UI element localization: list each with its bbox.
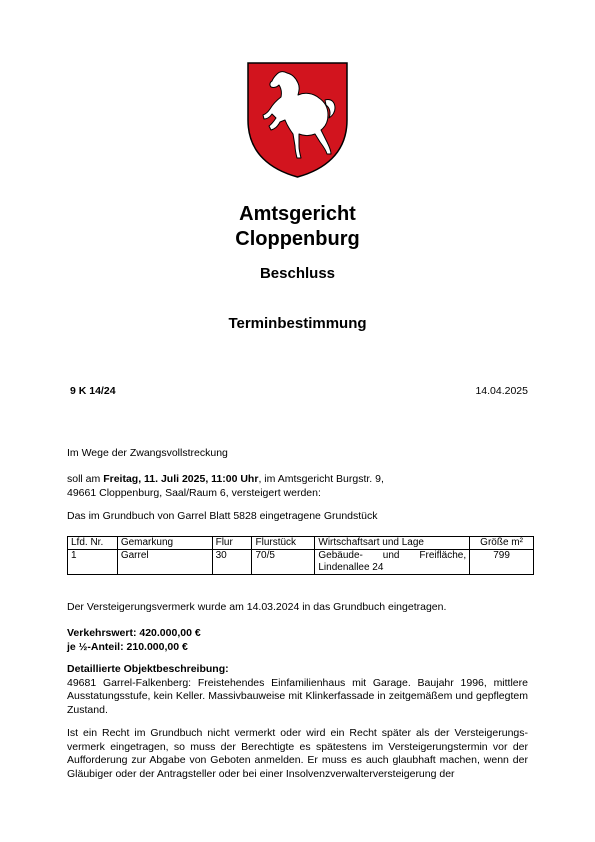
court-name-line2: Cloppenburg [235,228,360,250]
col-header-flurstueck: Flurstück [252,537,315,550]
cell-groesse: 799 [470,550,534,575]
col-header-flur: Flur [212,537,252,550]
auction-paragraph [67,473,528,500]
cell-lfd-nr: 1 [68,550,118,575]
col-header-wirtschaftsart: Wirtschaftsart und Lage [315,537,470,550]
auction-date-time: Freitag, 11. Juli 2025, 11:00 Uhr [103,473,259,485]
court-name-line1: Amtsgericht [239,203,356,225]
grundbuch-intro: Das im Grundbuch von Garrel Blatt 5828 eingetragene Grundstück [67,510,378,522]
cell-flurstueck: 70/5 [252,550,315,575]
document-type-heading: Beschluss [259,265,336,282]
lower-saxony-coat-of-arms-icon [247,62,348,178]
wirtschaftsart-word: Gebäude- [318,550,363,561]
object-description-heading: Detaillierte Objektbeschreibung: [67,663,229,675]
case-number: 9 K 14/24 [70,385,116,397]
auction-line2: 49661 Cloppenburg, Saal/Raum 6, versteigert werden: [67,486,321,499]
cell-gemarkung: Garrel [117,550,212,575]
wirtschaftsart-word: Freifläche, [419,550,467,561]
vermerk-text: Der Versteigerungsvermerk wurde am 14.03.2024 in das Grundbuch eingetragen. [67,601,447,613]
verkehrswert: Verkehrswert: 420.000,00 € [67,627,201,639]
wirtschaftsart-word: und [382,550,400,561]
cell-wirtschaftsart [315,550,470,575]
table-row [68,550,534,575]
wirtschaftsart-line1 [318,550,466,562]
col-header-lfd-nr: Lfd. Nr. [68,537,118,550]
auction-location: , im Amtsgericht Burgstr. 9, [258,473,384,485]
col-header-groesse: Größe m² [470,537,534,550]
property-table [67,536,534,575]
value-block [67,627,528,654]
object-description-text: 49681 Garrel-Falkenberg: Freistehendes Einfamilienhaus mit Garage. Baujahr 1996, mittlere Ausstatungsstufe, kein Keller. Massivbauweise mit Klinkerfassade in zeitgemäßem und gepflegtem Zustand. [67,676,528,716]
document-date: 14.04.2025 [475,385,528,397]
table-header-row [68,537,534,550]
half-share-value: je ½-Anteil: 210.000,00 € [67,640,188,653]
intro-text: Im Wege der Zwangsvollstreckung [67,447,228,459]
auction-line1 [67,473,528,487]
cell-flur: 30 [212,550,252,575]
col-header-gemarkung: Gemarkung [117,537,212,550]
wirtschaftsart-line2: Lindenallee 24 [318,562,384,573]
object-description [67,663,528,717]
rights-paragraph: Ist ein Recht im Grundbuch nicht vermerkt oder wird ein Recht später als der Versteigerungs-vermerk eingetragen, so muss der Berechtigte es spätestens im Versteigerungstermin vor der Aufforderung zur Abgabe von Geboten anmelden. Er muss es auch glaubhaft machen, wenn der Gläubiger oder der Antragsteller oder bei einer Insolvenzverwalterversteigerung der [67,727,528,780]
subject-heading: Terminbestimmung [228,315,367,332]
auction-pre: soll am [67,473,104,485]
